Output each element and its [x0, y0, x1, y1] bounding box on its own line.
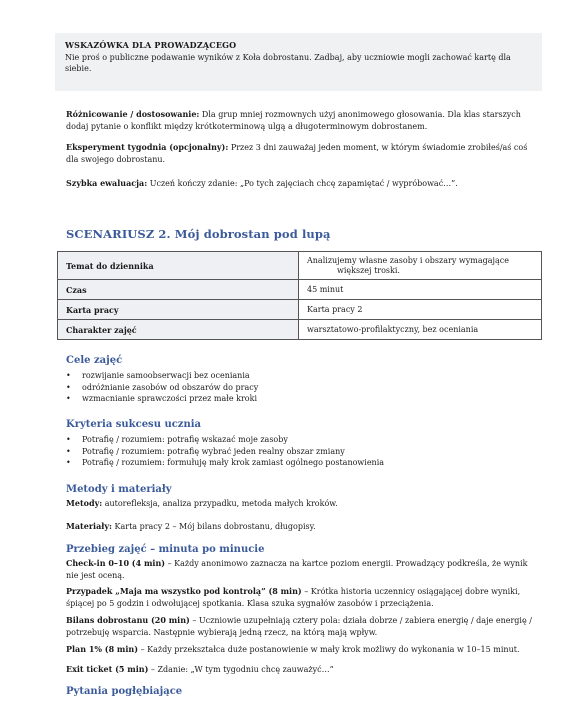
checkin-label: Check-in 0–10 (4 min) — [66, 558, 166, 568]
list-item: • Potrafię / rozumiem: potrafię wskazać moje zasoby — [66, 434, 384, 446]
note-title: WSKAZÓWKA DLA PROWADZĄCEGO — [65, 40, 237, 50]
table-key: Temat do dziennika — [58, 252, 299, 280]
scenario-title: SCENARIUSZ 2. Mój dobrostan pod lupą — [66, 227, 331, 241]
balance-paragraph — [66, 615, 536, 638]
exit-label: Exit ticket (5 min) — [66, 664, 149, 674]
table-value: 45 minut — [299, 280, 542, 300]
list-item: • Potrafię / rozumiem: potrafię wybrać jeden realny obszar zmiany — [66, 446, 384, 458]
materials-paragraph — [66, 521, 536, 533]
table-value — [299, 252, 542, 280]
quick-eval-text: Uczeń kończy zdanie: „Po tych zajęciach chcę zapamiętać / wypróbować…”. — [147, 179, 458, 188]
teacher-note-box — [55, 33, 542, 91]
list-item: • odróżnianie zasobów od obszarów do pracy — [66, 382, 258, 394]
list-item: • rozwijanie samoobserwacji bez oceniania — [66, 370, 258, 382]
table-key: Karta pracy — [58, 300, 299, 320]
differentiation-text: dodaj pytanie o konflikt między krótkoterminową ulgą a długoterminowym dobrostanem. — [66, 121, 428, 131]
goals-list — [66, 370, 258, 405]
quick-eval-paragraph — [66, 178, 536, 190]
differentiation-text: Dla grup mniej rozmownych użyj anonimowego głosowania. Dla klas starszych — [199, 110, 521, 119]
case-text: śpiącej po 5 godzin i odwołującej spotkania. Klasa szuka sygnałów zasobów i przeciążenia. — [66, 598, 434, 608]
plan-label: Plan 1% (8 min) — [66, 644, 139, 654]
differentiation-label: Różnicowanie / dostosowanie: — [66, 109, 200, 119]
table-value-line: Analizujemy własne zasoby i obszary wymagające — [307, 255, 509, 265]
table-value: Karta pracy 2 — [299, 300, 542, 320]
exit-text: – Zdanie: „W tym tygodniu chcę zauważyć…” — [148, 665, 334, 674]
methods-paragraph — [66, 498, 536, 510]
exit-paragraph — [66, 664, 536, 676]
methods-heading: Metody i materiały — [66, 484, 172, 495]
case-text: – Krótka historia uczennicy osiągającej dobre wyniki, — [301, 587, 521, 596]
materials-label: Materiały: — [66, 521, 112, 531]
table-key: Charakter zajęć — [58, 320, 299, 340]
experiment-paragraph — [66, 142, 536, 165]
list-item: • wzmacnianie sprawczości przez małe kroki — [66, 393, 258, 405]
plan-text: – Każdy przekształca duże postanowienie w mały krok możliwy do wykonania w 10–15 minut. — [138, 645, 520, 654]
quick-eval-label: Szybka ewaluacja: — [66, 178, 148, 188]
table-row — [58, 280, 542, 300]
flow-heading: Przebieg zajęć – minuta po minucie — [66, 544, 265, 555]
checkin-text: – Każdy anonimowo zaznacza na kartce poziom energii. Prowadzący podkreśla, że wynik — [165, 559, 528, 568]
differentiation-paragraph — [66, 109, 536, 132]
experiment-text: Przez 3 dni zauważaj jeden moment, w którym świadomie zrobiłeś/aś coś — [228, 143, 528, 152]
table-row — [58, 252, 542, 280]
table-key: Czas — [58, 280, 299, 300]
materials-text: Karta pracy 2 – Mój bilans dobrostanu, długopisy. — [111, 522, 316, 531]
experiment-text: dla swojego dobrostanu. — [66, 154, 166, 164]
deep-questions-heading: Pytania pogłębiające — [66, 686, 183, 697]
experiment-label: Eksperyment tygodnia (opcjonalny): — [66, 142, 229, 152]
note-text-line: Nie proś o publiczne podawanie wyników z Koła dobrostanu. Zadbaj, aby uczniowie mogli zachować kartę dla — [65, 52, 511, 62]
methods-label: Metody: — [66, 498, 103, 508]
note-text-line: siebie. — [65, 64, 92, 73]
case-label: Przypadek „Maja ma wszystko pod kontrolą” (8 min) — [66, 586, 302, 596]
balance-label: Bilans dobrostanu (20 min) — [66, 615, 190, 625]
criteria-list — [66, 434, 384, 469]
list-item: • Potrafię / rozumiem: formułuję mały krok zamiast ogólnego postanowienia — [66, 457, 384, 469]
table-value: warsztatowo-profilaktyczny, bez oceniania — [299, 320, 542, 340]
goals-heading: Cele zajęć — [66, 355, 123, 366]
checkin-paragraph — [66, 558, 536, 581]
balance-text: – Uczniowie uzupełniają cztery pola: działa dobrze / zabiera energię / daje energię / — [189, 616, 532, 625]
case-paragraph — [66, 586, 536, 609]
methods-text: autorefleksja, analiza przypadku, metoda małych kroków. — [102, 499, 338, 508]
lesson-info-table — [57, 251, 542, 340]
checkin-text: nie jest oceną. — [66, 570, 125, 580]
criteria-heading: Kryteria sukcesu ucznia — [66, 419, 202, 430]
table-row — [58, 320, 542, 340]
balance-text: potrzebuję wsparcia. Następnie wybierają jedną rzecz, na którą mają wpływ. — [66, 627, 378, 637]
plan-paragraph — [66, 644, 536, 656]
table-value-line: większej troski. — [337, 265, 400, 275]
table-row — [58, 300, 542, 320]
